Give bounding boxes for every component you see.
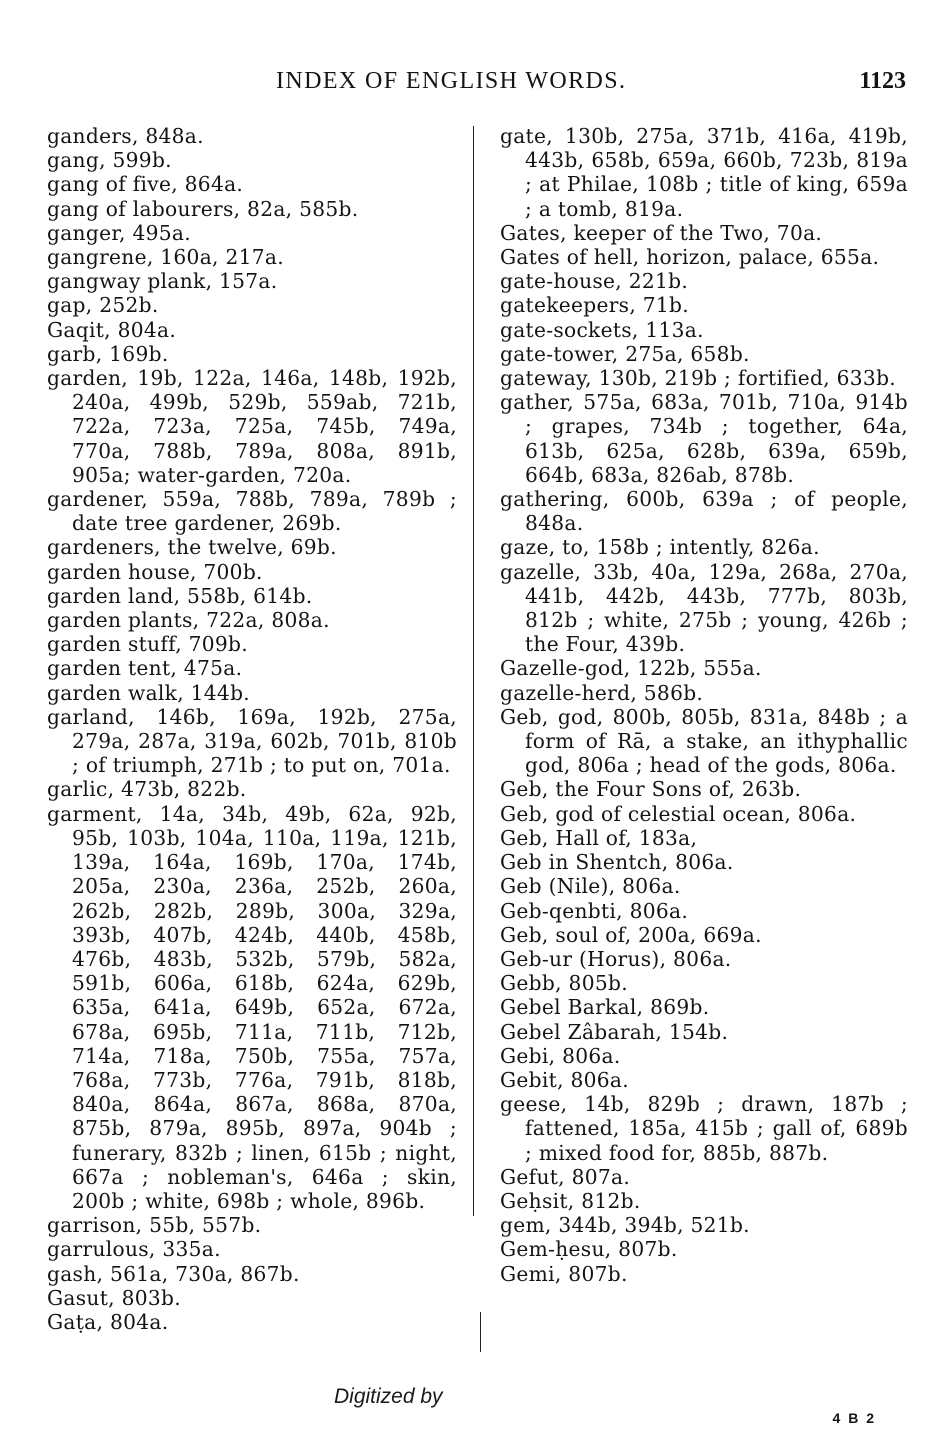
index-entry: gateway, 130b, 219b ; fortified, 633b. [500,366,897,391]
index-entry: Geb, the Four Sons of, 263b. [500,777,802,802]
index-entry: garland, 146b, 169a, 192b, 275a, 279a, 287a, 319a, 602b, 701b, 810b ; of triumph, 271b ; to put on, 701a. [47,704,457,778]
index-entry: Gebb, 805b. [500,971,628,996]
index-entry: gardeners, the twelve, 69b. [47,535,337,560]
index-entry: Geb, Hall of, 183a, [500,825,698,850]
index-entry: garrison, 55b, 557b. [47,1213,262,1238]
index-entry: gate-house, 221b. [500,269,689,294]
index-entry: gardener, 559a, 788b, 789a, 789b ; date tree gardener, 269b. [47,487,457,536]
index-entry: gate, 130b, 275a, 371b, 416a, 419b, 443b, 658b, 659a, 660b, 723b, 819a ; at Philae, 108b ; title of king, 659a ; a tomb, 819a. [500,124,908,221]
index-entry: gate-tower, 275a, 658b. [500,341,750,366]
index-entry: gaze, to, 158b ; intently, 826a. [500,535,820,560]
left-column [47,124,457,1334]
index-entry: garden plants, 722a, 808a. [47,608,330,633]
index-entry: gatekeepers, 71b. [500,293,689,318]
index-entry: ganger, 495a. [47,220,191,245]
index-entry: garden stuff, 709b. [47,632,248,657]
index-entry: Geb-ur (Horus), 806a. [500,946,732,971]
index-entry: gazelle, 33b, 40a, 129a, 268a, 270a, 441b, 442b, 443b, 777b, 803b, 812b ; white, 275b ; young, 426b ; the Four, 439b. [500,559,908,657]
index-entry: gazelle-herd, 586b. [500,680,704,705]
index-entry: garden, 19b, 122a, 146a, 148b, 192b, 240a, 499b, 529b, 559ab, 721b, 722a, 723a, 725a, 745b, 749a, 770a, 788b, 789a, 808a, 891b, 905a; water-garden, 720a. [47,366,457,487]
index-entry: gate-sockets, 113a. [500,317,704,342]
index-entry: gash, 561a, 730a, 867b. [47,1261,300,1286]
signature-mark: 4 B 2 [832,1410,876,1426]
index-entry: gang, 599b. [47,148,172,173]
index-entry: garden walk, 144b. [47,680,251,705]
index-entry: Gebel Barkal, 869b. [500,995,710,1020]
index-entry: Geḥsit, 812b. [500,1188,641,1213]
index-entry: Gebel Zâbarah, 154b. [500,1019,729,1044]
index-entry: Gates, keeper of the Two, 70a. [500,220,823,245]
page-title: INDEX OF ENGLISH WORDS. [276,68,627,94]
page-header [0,68,938,102]
index-entry: ganders, 848a. [47,124,204,148]
index-entry: garb, 169b. [47,341,169,366]
index-entry: Gebit, 806a. [500,1067,629,1092]
index-entry: gang of five, 864a. [47,172,244,197]
index-entry: garrulous, 335a. [47,1237,221,1262]
index-entry: geese, 14b, 829b ; drawn, 187b ; fattened, 185a, 415b ; gall of, 689b ; mixed food for, 885b, 887b. [500,1092,908,1165]
column-divider-lower [480,1312,481,1352]
index-entry: Geb (Nile), 806a. [500,874,681,899]
index-entry: Gefut, 807a. [500,1164,631,1189]
index-entry: Gebi, 806a. [500,1043,621,1068]
digitized-watermark: Digitized by [334,1385,443,1408]
index-entry: Gates of hell, horizon, palace, 655a. [500,245,880,270]
index-entry: Gaṭa, 804a. [47,1309,169,1334]
index-entry: Geb in Shentch, 806a. [500,850,734,875]
right-column [500,124,908,1286]
index-entry: Gazelle-god, 122b, 555a. [500,656,762,681]
index-entry: garden land, 558b, 614b. [47,583,313,608]
index-entry: gangway plank, 157a. [47,269,278,294]
index-entry: Geb, god, 800b, 805b, 831a, 848b ; a form of Rā, a stake, an ithyphallic god, 806a ; head of the gods, 806a. [500,704,908,778]
index-entry: garlic, 473b, 822b. [47,777,247,802]
index-entry: garden house, 700b. [47,559,263,584]
index-entry: Geb, god of celestial ocean, 806a. [500,801,857,826]
index-entry: garden tent, 475a. [47,656,243,681]
index-entry: gang of labourers, 82a, 585b. [47,196,359,221]
index-entry: gather, 575a, 683a, 701b, 710a, 914b ; grapes, 734b ; together, 64a, 613b, 625a, 628b, 639a, 659b, 664b, 683a, 826ab, 878b. [500,390,908,487]
index-entry: Gemi, 807b. [500,1261,628,1286]
index-entry: garment, 14a, 34b, 49b, 62a, 92b, 95b, 103b, 104a, 110a, 119a, 121b, 139a, 164a, 169b, 170a, 174b, 205a, 230a, 236a, 252b, 260a, 262b, 282b, 289b, 300a, 329a, 393b, 407b, 424b, 440b, 458b, 476b, 483b, 532b, 579b, 582a, 591b, 606a, 618b, 624a, 629b, 635a, 641a, 649b, 652a, 672a, 678a, 695b, 711a, 711b, 712b, 714a, 718a, 750b, 755a, 757a, 768a, 773b, 776a, 791b, 818b, 840a, 864a, 867a, 868a, 870a, 875b, 879a, 895b, 897a, 904b ; funerary, 832b ; linen, 615b ; night, 667a ; nobleman's, 646a ; skin, 200b ; white, 698b ; whole, 896b. [47,801,457,1213]
index-entry: gem, 344b, 394b, 521b. [500,1213,750,1238]
index-entry: gathering, 600b, 639a ; of people, 848a. [500,487,908,536]
index-entry: Gem-ḥesu, 807b. [500,1237,678,1262]
index-entry: Gaqit, 804a. [47,317,177,342]
index-entry: gap, 252b. [47,293,159,318]
index-entry: Geb, soul of, 200a, 669a. [500,922,762,947]
index-entry: Geb-qenbti, 806a. [500,898,689,923]
index-entry: gangrene, 160a, 217a. [47,245,284,270]
page-number: 1123 [859,68,906,94]
column-divider [473,126,474,1216]
index-entry: Gasut, 803b. [47,1285,181,1310]
